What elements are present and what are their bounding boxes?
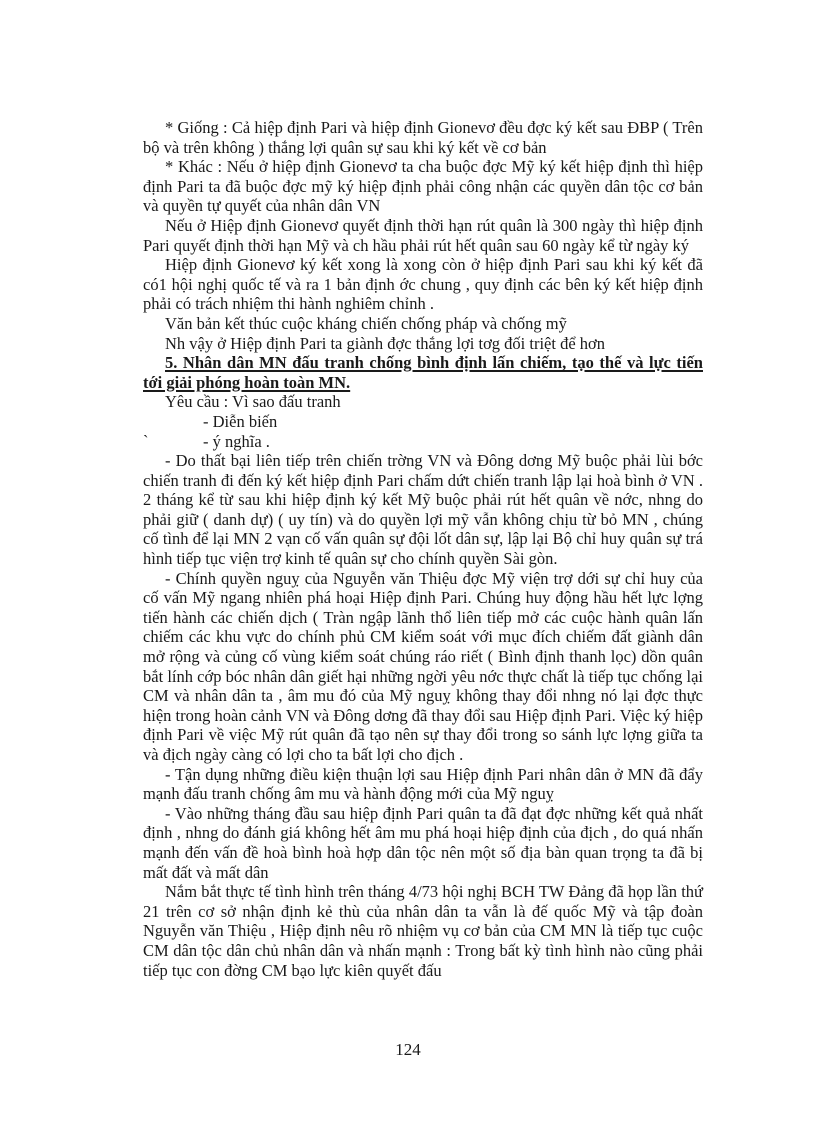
requirement-marker: ` [143,431,149,451]
body-paragraph: - Do thất bại liên tiếp trên chiến trờng VN và Đông dơng Mỹ buộc phải lùi bớc chiến tranh đi đến ký kết hiệp định Pari chấm dứt chiến tranh lập lại hoà bình ở VN . 2 tháng kể từ sau khi hiệp định ký kết Mỹ buộc phải rút hết quân về nớc, nhng do phải giữ ( danh dự) ( uy tín) và do quyền lợi mỹ vẫn không chịu từ bỏ MN , chúng cố tình để lại MN 2 vạn cố vấn quân sự đội lốt dân sự, lập lại Bộ chỉ huy quân sự trá hình tiếp tục viện trợ kinh tế quân sự cho chính quyền Sài gòn. [143,451,703,569]
body-paragraph: Nắm bắt thực tế tình hình trên tháng 4/73 hội nghị BCH TW Đảng đã họp lần thứ 21 trên cơ sở nhận định kẻ thù của nhân dân ta vẫn là đế quốc Mỹ và tập đoàn Nguyễn văn Thiệu , Hiệp định nêu rõ nhiệm vụ cơ bản của CM MN là tiếp tục cuộc CM dân tộc dân chủ nhân dân và nhấn mạnh : Trong bất kỳ tình hình nào cũng phải tiếp tục con đờng CM bạo lực kiên quyết đấu [143,882,703,980]
body-paragraph: - Tận dụng những điều kiện thuận lợi sau Hiệp định Pari nhân dân ở MN đã đẩy mạnh đấu tranh chống âm mu và hành động mới của Mỹ nguỵ [143,764,703,804]
paragraph-conclusion: Nh vậy ở Hiệp định Pari ta giành đợc thắng lợi tơg đối triệt để hơn [165,333,606,353]
requirement-item-significance-row [143,432,703,452]
paragraph-differences: * Khác : Nếu ở hiệp định Gionevơ ta cha buộc đợc Mỹ ký kết hiệp định thì hiệp định Pari ta đã buộc đợc mỹ ký hiệp định phải công nhận các quyền dân tộc cơ bản và quyền tự quyết của nhân dân VN [143,157,703,216]
paragraph-withdrawal-deadline: Nếu ở Hiệp định Gionevơ quyết định thời hạn rút quân là 300 ngày thì hiệp định Pari quyết định thời hạn Mỹ và ch hầu phải rút hết quân sau 60 ngày kể từ ngày ký [143,215,703,255]
page-number: 124 [395,1040,421,1059]
body-paragraph: - Chính quyền nguỵ của Nguyễn văn Thiệu đợc Mỹ viện trợ dới sự chỉ huy của cố vấn Mỹ ngang nhiên phá hoại Hiệp định Pari. Chúng huy động hầu hết lực lợng tiến hành các chiến dịch ( Tràn ngập lãnh thổ liên tiếp mở các cuộc hành quân lấn chiếm các khu vực do chính phủ CM kiểm soát với mục đích chiếm đất giành dân mở rộng và củng cố vùng kiểm soát chúng ráo riết ( Bình định thanh lọc) dồn quân bắt lính cớp bóc nhân dân giết hại những ngời yêu nớc thực chất là tiếp tục chống lại CM và nhân dân ta , âm mu đó của Mỹ nguỵ không thay đổi nhng nó lại đợc thực hiện trong hoàn cảnh VN và Đông dơng đã thay đổi sau Hiệp định Pari. Việc ký hiệp định Pari về việc Mỹ rút quân đã tạo nên sự thay đổi trong so sánh lực lợng giữa ta và địch ngày càng có lợi cho ta bất lợi cho địch . [143,568,703,764]
requirements-label: Yêu cầu : Vì sao đấu tranh [165,392,341,412]
body-paragraph: - Vào những tháng đầu sau hiệp định Pari quân ta đã đạt đợc những kết quả nhất định , nhng do đánh giá không hết âm mu phá hoại hiệp định của địch , do quá nhấn mạnh đến vấn đề hoà bình hoà hợp dân tộc nên một số địa bàn quan trọng ta đã bị mất đất và mất dân [143,803,703,882]
requirement-item-significance: - ý nghĩa . [203,431,270,451]
paragraph-similarities: * Giống : Cả hiệp định Pari và hiệp định Gionevơ đều đợc ký kết sau ĐBP ( Trên bộ và trên không ) thắng lợi quân sự sau khi ký kết về cơ bản [143,118,703,157]
document-page [143,118,703,980]
paragraph-international-conference: Hiệp định Gionevơ ký kết xong là xong còn ở hiệp định Pari sau khi ký kết đã có1 hội nghị quốc tế và ra 1 bản định ớc chung , quy định các bên ký kết hiệp định phải có trách nhiệm thi hành nghiêm chỉnh . [143,255,703,314]
paragraph-end-of-war-document: Văn bản kết thúc cuộc kháng chiến chống pháp và chống mỹ [165,313,567,333]
requirement-item-developments: - Diễn biến [203,411,278,431]
section-heading: 5. Nhân dân MN đấu tranh chống bình định lấn chiếm, tạo thế và lực tiến tới giải phóng hoàn toàn MN. [143,353,703,392]
